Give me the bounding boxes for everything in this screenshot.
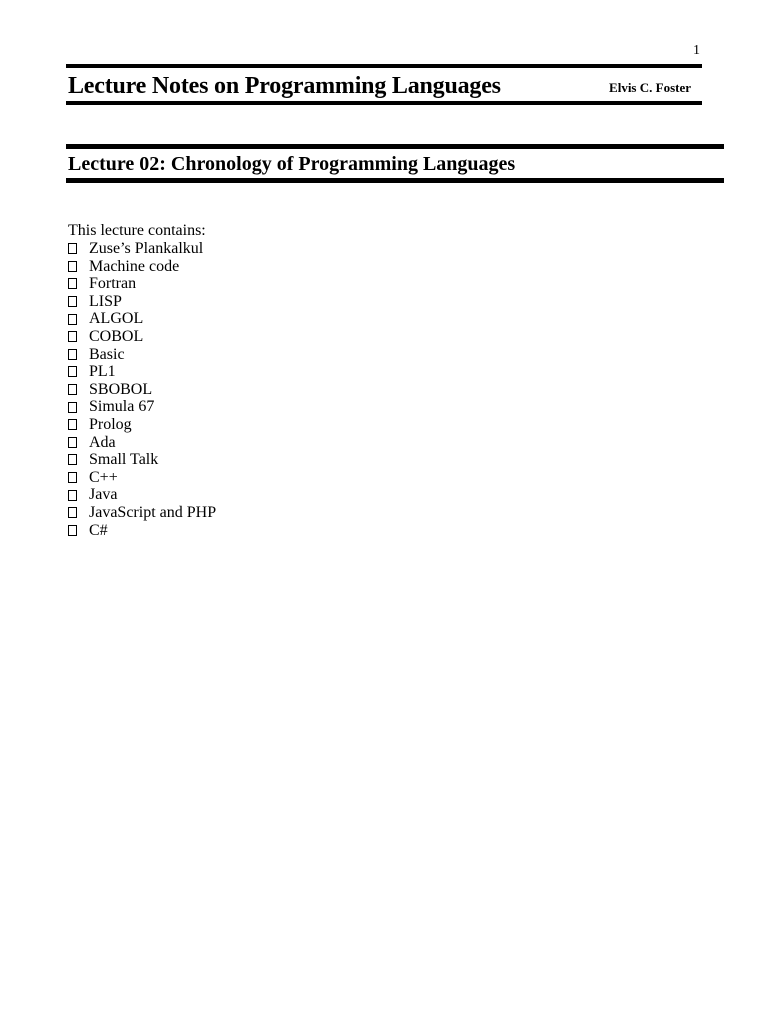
topic-label: Simula 67 <box>89 398 155 416</box>
topic-label: Small Talk <box>89 451 159 469</box>
topic-label: Ada <box>89 433 116 451</box>
topic-item <box>68 486 216 504</box>
topic-item <box>68 293 216 311</box>
topic-item <box>68 381 216 399</box>
square-bullet-icon <box>68 490 77 501</box>
topic-label: Basic <box>89 345 125 363</box>
square-bullet-icon <box>68 402 77 413</box>
lecture-title: Lecture 02: Chronology of Programming Languages <box>68 153 516 175</box>
topic-item <box>68 310 216 328</box>
square-bullet-icon <box>68 243 77 254</box>
topic-label: Java <box>89 486 118 504</box>
header-bottom-rule <box>66 101 702 105</box>
lecture-bottom-rule <box>66 178 724 183</box>
topic-label: Zuse’s Plankalkul <box>89 240 204 257</box>
header-top-rule <box>66 64 702 68</box>
document-title: Lecture Notes on Programming Languages <box>68 73 501 99</box>
square-bullet-icon <box>68 331 77 342</box>
topic-label: PL1 <box>89 363 116 381</box>
topic-item <box>68 328 216 346</box>
lecture-intro: This lecture contains: <box>68 222 206 239</box>
topic-item <box>68 434 216 452</box>
square-bullet-icon <box>68 261 77 272</box>
topic-item <box>68 240 216 258</box>
topic-list <box>68 240 216 539</box>
square-bullet-icon <box>68 454 77 465</box>
topic-item <box>68 451 216 469</box>
topic-item <box>68 522 216 540</box>
square-bullet-icon <box>68 314 77 325</box>
topic-item <box>68 258 216 276</box>
square-bullet-icon <box>68 278 77 289</box>
square-bullet-icon <box>68 507 77 518</box>
topic-item <box>68 398 216 416</box>
topic-label: LISP <box>89 292 122 310</box>
topic-item <box>68 275 216 293</box>
topic-label: C# <box>89 521 108 539</box>
topic-label: Machine code <box>89 257 180 275</box>
topic-item <box>68 346 216 364</box>
topic-label: SBOBOL <box>89 380 153 398</box>
document-author: Elvis C. Foster <box>609 80 691 95</box>
lecture-top-rule <box>66 144 724 149</box>
topic-label: Prolog <box>89 415 132 433</box>
topic-item <box>68 469 216 487</box>
topic-label: C++ <box>89 468 118 486</box>
square-bullet-icon <box>68 349 77 360</box>
square-bullet-icon <box>68 472 77 483</box>
square-bullet-icon <box>68 525 77 536</box>
square-bullet-icon <box>68 366 77 377</box>
topic-label: ALGOL <box>89 310 144 328</box>
page-number: 1 <box>693 43 700 58</box>
topic-item <box>68 363 216 381</box>
topic-label: JavaScript and PHP <box>89 503 217 521</box>
topic-label: COBOL <box>89 327 144 345</box>
topic-item <box>68 416 216 434</box>
square-bullet-icon <box>68 437 77 448</box>
topic-label: Fortran <box>89 275 137 293</box>
topic-item <box>68 504 216 522</box>
square-bullet-icon <box>68 296 77 307</box>
square-bullet-icon <box>68 384 77 395</box>
square-bullet-icon <box>68 419 77 430</box>
